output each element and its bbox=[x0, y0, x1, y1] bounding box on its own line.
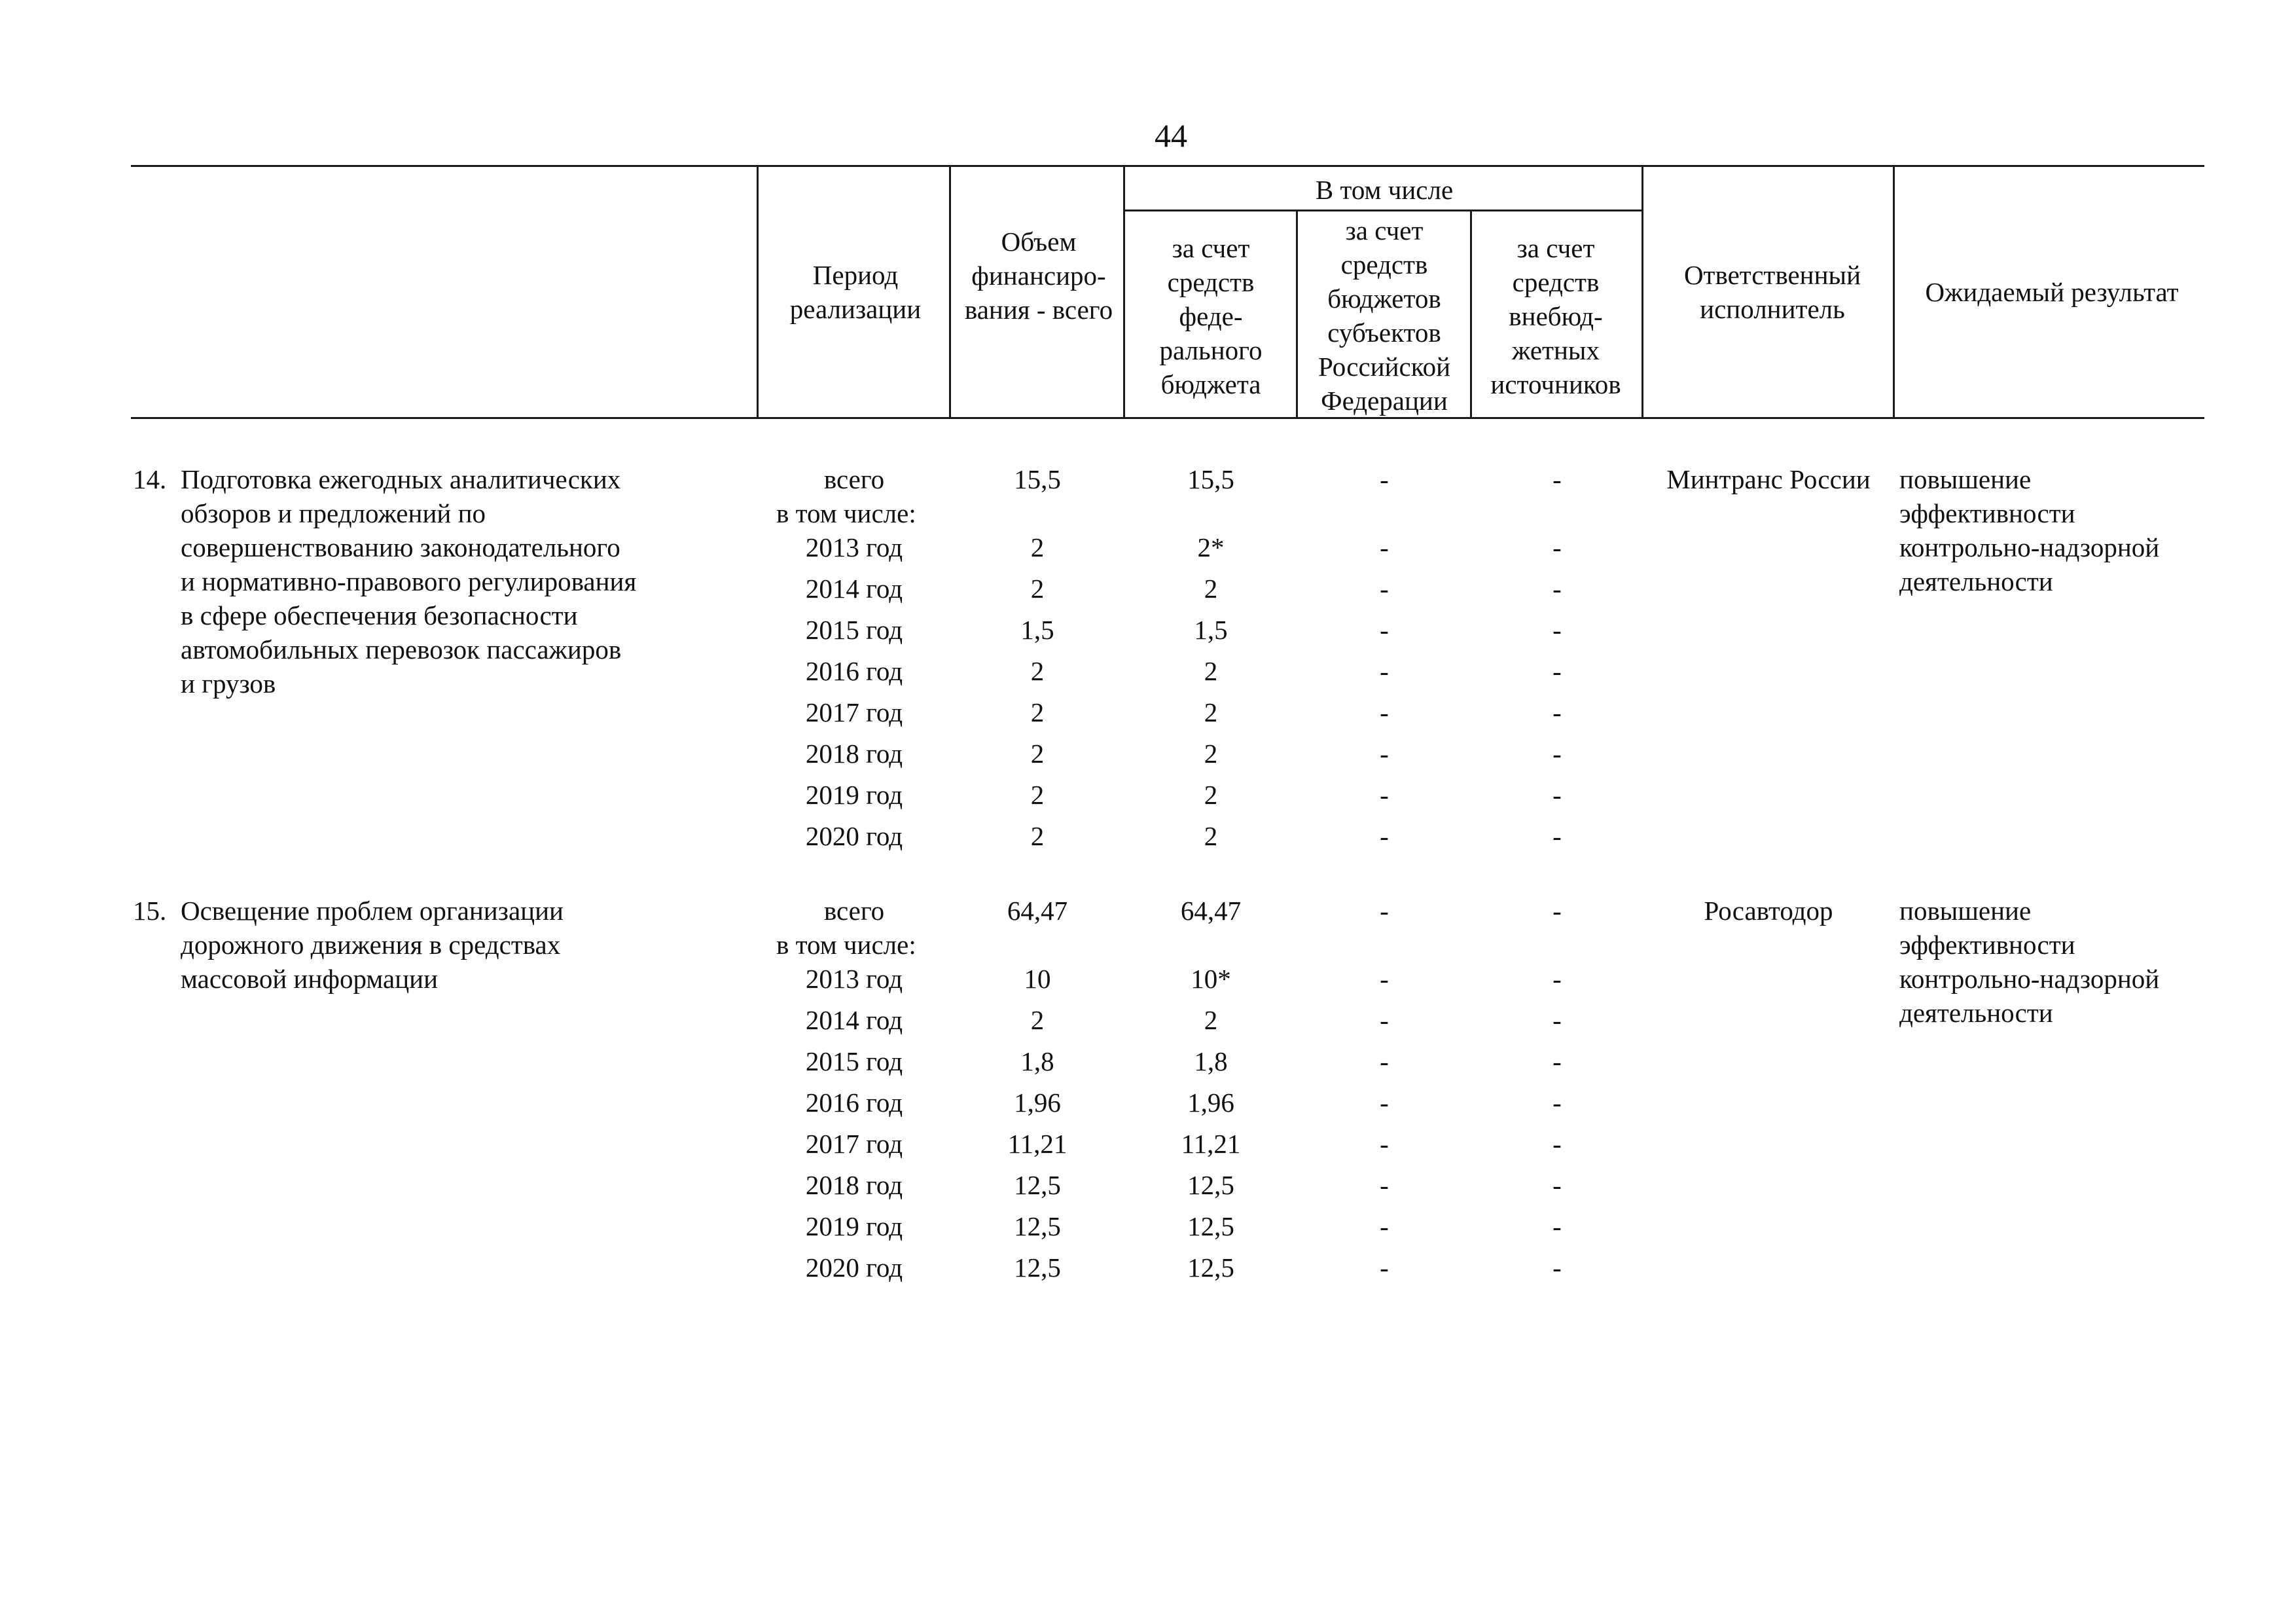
year-regional: - bbox=[1380, 1252, 1389, 1283]
result-line: повышение bbox=[1899, 464, 2032, 494]
year-total: 2 bbox=[1030, 1005, 1045, 1035]
year-total: 10 bbox=[1024, 964, 1051, 994]
total-offbudget: - bbox=[1552, 464, 1562, 494]
year-federal: 1,96 bbox=[1187, 1087, 1234, 1118]
year-federal: 2 bbox=[1204, 780, 1218, 810]
year-offbudget: - bbox=[1552, 1129, 1562, 1159]
year-regional: - bbox=[1380, 532, 1389, 562]
year-offbudget: - bbox=[1552, 656, 1562, 686]
year-total: 1,5 bbox=[1020, 615, 1054, 645]
year-regional: - bbox=[1380, 739, 1389, 769]
year-federal: 2 bbox=[1204, 1005, 1218, 1035]
year-federal: 2 bbox=[1204, 739, 1218, 769]
year-period: 2016 год bbox=[805, 1087, 903, 1118]
year-offbudget: - bbox=[1552, 615, 1562, 645]
result-line: контрольно-надзорной bbox=[1899, 532, 2160, 562]
year-period: 2020 год bbox=[805, 1252, 903, 1283]
executor: Росавтодор bbox=[1704, 896, 1833, 926]
total-federal: 64,47 bbox=[1180, 896, 1242, 926]
year-period: 2020 год bbox=[805, 821, 903, 851]
year-federal: 2* bbox=[1197, 532, 1225, 562]
year-total: 2 bbox=[1030, 656, 1045, 686]
header-offbudget: за счет средств внебюд-жетных источников bbox=[1490, 233, 1621, 399]
header-executor: Ответственный исполнитель bbox=[1683, 260, 1861, 324]
year-regional: - bbox=[1380, 697, 1389, 727]
item-description-line: и нормативно-правового регулирования bbox=[181, 566, 637, 596]
year-regional: - bbox=[1380, 1005, 1389, 1035]
result-line: контрольно-надзорной bbox=[1899, 964, 2160, 994]
year-period: 2013 год bbox=[805, 964, 903, 994]
total-period: всего bbox=[823, 464, 885, 494]
including-label: в том числе: bbox=[776, 930, 916, 960]
total-offbudget: - bbox=[1552, 896, 1562, 926]
year-regional: - bbox=[1380, 964, 1389, 994]
total-value: 15,5 bbox=[1014, 464, 1061, 494]
year-total: 12,5 bbox=[1014, 1211, 1061, 1241]
year-federal: 2 bbox=[1204, 656, 1218, 686]
year-period: 2013 год bbox=[805, 532, 903, 562]
header-period: Период реализации bbox=[789, 260, 922, 324]
item-number: 15. bbox=[133, 896, 167, 926]
year-federal: 10* bbox=[1191, 964, 1231, 994]
divider-total bbox=[949, 165, 951, 419]
header-federal: за счет средств феде-рального бюджета bbox=[1159, 233, 1263, 399]
year-offbudget: - bbox=[1552, 964, 1562, 994]
year-federal: 2 bbox=[1204, 697, 1218, 727]
divider-federal bbox=[1123, 165, 1125, 419]
year-total: 2 bbox=[1030, 739, 1045, 769]
divider-regional bbox=[1296, 210, 1298, 419]
total-regional: - bbox=[1380, 464, 1389, 494]
year-regional: - bbox=[1380, 615, 1389, 645]
year-total: 2 bbox=[1030, 532, 1045, 562]
year-period: 2019 год bbox=[805, 780, 903, 810]
year-period: 2018 год bbox=[805, 739, 903, 769]
result-line: эффективности bbox=[1899, 498, 2075, 528]
year-regional: - bbox=[1380, 780, 1389, 810]
header-total: Объем финансиро-вания - всего bbox=[964, 227, 1113, 325]
including-rule bbox=[1123, 210, 1643, 211]
year-period: 2016 год bbox=[805, 656, 903, 686]
page-number: 44 bbox=[1155, 117, 1187, 154]
year-regional: - bbox=[1380, 574, 1389, 604]
year-regional: - bbox=[1380, 1046, 1389, 1076]
total-regional: - bbox=[1380, 896, 1389, 926]
item-description-line: обзоров и предложений по bbox=[181, 498, 486, 528]
including-label: в том числе: bbox=[776, 498, 916, 528]
item-description-line: Подготовка ежегодных аналитических bbox=[181, 464, 621, 494]
year-federal: 11,21 bbox=[1181, 1129, 1241, 1159]
year-total: 2 bbox=[1030, 697, 1045, 727]
item-description-line: в сфере обеспечения безопасности bbox=[181, 600, 578, 630]
year-federal: 12,5 bbox=[1187, 1170, 1234, 1200]
item-description-line: дорожного движения в средствах bbox=[181, 930, 561, 960]
year-period: 2014 год bbox=[805, 1005, 903, 1035]
header-regional: за счет средств бюджетов субъектов Российской Федерации bbox=[1318, 215, 1451, 416]
year-offbudget: - bbox=[1552, 1087, 1562, 1118]
executor: Минтранс России bbox=[1666, 464, 1871, 494]
result-line: деятельности bbox=[1899, 998, 2053, 1028]
total-federal: 15,5 bbox=[1187, 464, 1234, 494]
item-description-line: автомобильных перевозок пассажиров bbox=[181, 634, 622, 665]
header-result: Ожидаемый результат bbox=[1925, 277, 2179, 307]
total-value: 64,47 bbox=[1007, 896, 1068, 926]
result-line: деятельности bbox=[1899, 566, 2053, 596]
item-number: 14. bbox=[133, 464, 167, 494]
result-line: повышение bbox=[1899, 896, 2032, 926]
year-period: 2017 год bbox=[805, 697, 903, 727]
total-period: всего bbox=[823, 896, 885, 926]
year-offbudget: - bbox=[1552, 697, 1562, 727]
year-federal: 12,5 bbox=[1187, 1211, 1234, 1241]
year-offbudget: - bbox=[1552, 574, 1562, 604]
year-regional: - bbox=[1380, 1170, 1389, 1200]
year-offbudget: - bbox=[1552, 1005, 1562, 1035]
divider-result bbox=[1893, 165, 1895, 419]
year-offbudget: - bbox=[1552, 1252, 1562, 1283]
year-period: 2018 год bbox=[805, 1170, 903, 1200]
year-federal: 12,5 bbox=[1187, 1252, 1234, 1283]
year-period: 2015 год bbox=[805, 615, 903, 645]
year-total: 11,21 bbox=[1007, 1129, 1067, 1159]
divider-period bbox=[757, 165, 759, 419]
year-offbudget: - bbox=[1552, 1170, 1562, 1200]
year-federal: 1,8 bbox=[1194, 1046, 1228, 1076]
year-total: 2 bbox=[1030, 574, 1045, 604]
year-offbudget: - bbox=[1552, 821, 1562, 851]
year-period: 2017 год bbox=[805, 1129, 903, 1159]
year-total: 2 bbox=[1030, 821, 1045, 851]
item-description-line: совершенствованию законодательного bbox=[181, 532, 620, 562]
divider-offbudget bbox=[1470, 210, 1472, 419]
item-description-line: массовой информации bbox=[181, 964, 439, 994]
year-offbudget: - bbox=[1552, 1211, 1562, 1241]
year-regional: - bbox=[1380, 656, 1389, 686]
year-total: 12,5 bbox=[1014, 1252, 1061, 1283]
year-total: 2 bbox=[1030, 780, 1045, 810]
year-offbudget: - bbox=[1552, 1046, 1562, 1076]
result-line: эффективности bbox=[1899, 930, 2075, 960]
year-total: 1,96 bbox=[1014, 1087, 1061, 1118]
year-regional: - bbox=[1380, 1087, 1389, 1118]
header-including: В том числе bbox=[1315, 175, 1454, 205]
year-total: 1,8 bbox=[1020, 1046, 1054, 1076]
year-period: 2015 год bbox=[805, 1046, 903, 1076]
year-regional: - bbox=[1380, 821, 1389, 851]
item-description-line: и грузов bbox=[181, 668, 276, 699]
year-total: 12,5 bbox=[1014, 1170, 1061, 1200]
year-period: 2014 год bbox=[805, 574, 903, 604]
year-regional: - bbox=[1380, 1129, 1389, 1159]
item-description-line: Освещение проблем организации bbox=[181, 896, 564, 926]
year-federal: 1,5 bbox=[1194, 615, 1228, 645]
year-regional: - bbox=[1380, 1211, 1389, 1241]
year-offbudget: - bbox=[1552, 739, 1562, 769]
year-federal: 2 bbox=[1204, 821, 1218, 851]
year-federal: 2 bbox=[1204, 574, 1218, 604]
year-period: 2019 год bbox=[805, 1211, 903, 1241]
year-offbudget: - bbox=[1552, 532, 1562, 562]
year-offbudget: - bbox=[1552, 780, 1562, 810]
